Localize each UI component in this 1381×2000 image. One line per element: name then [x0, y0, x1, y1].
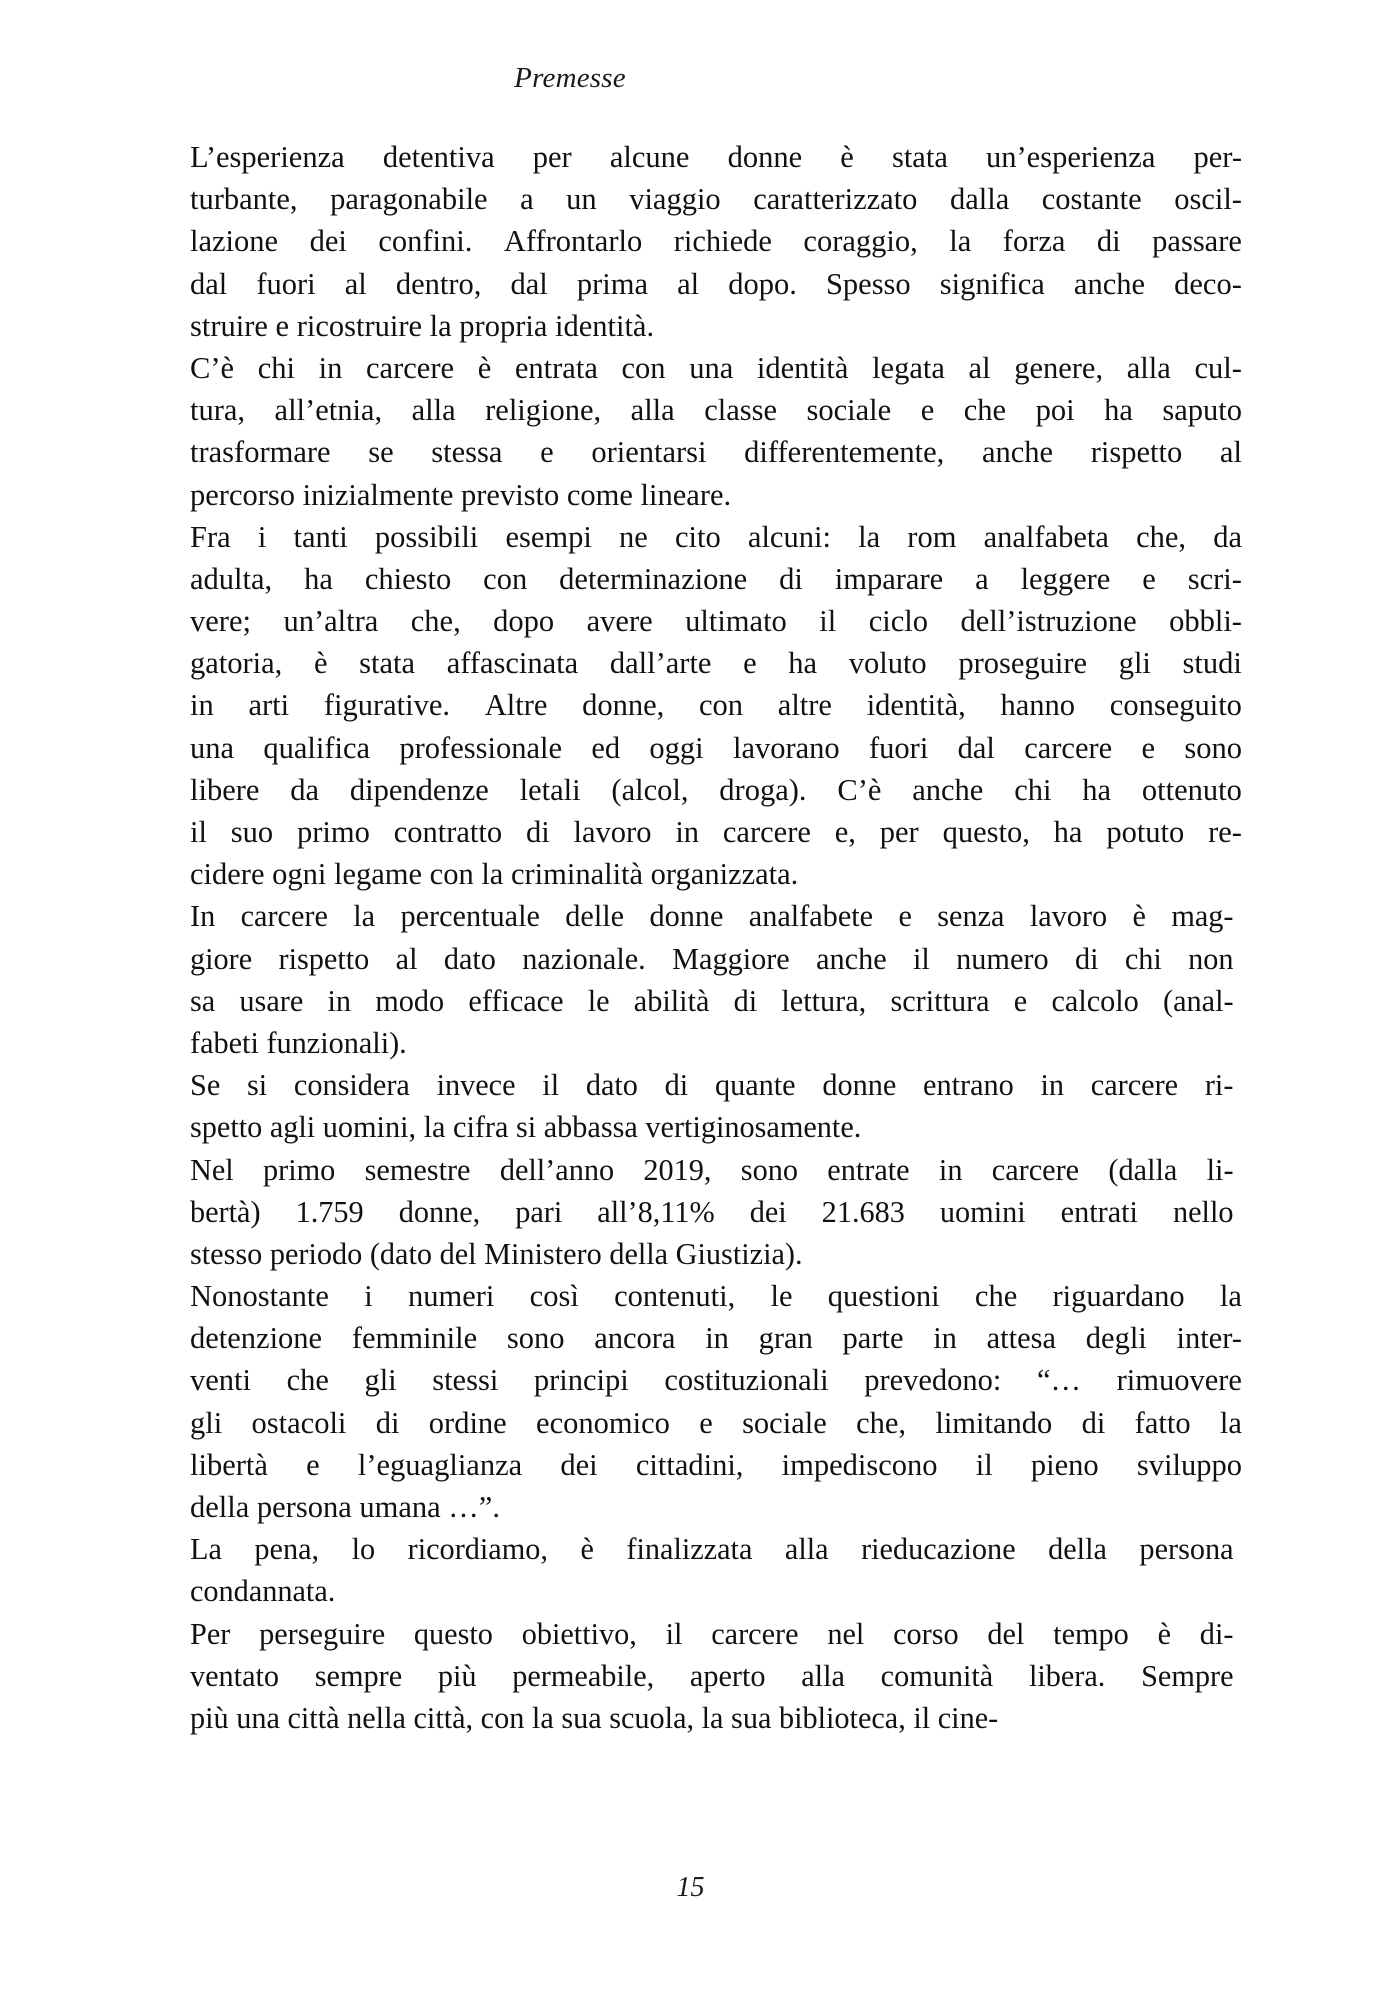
paragraph: [190, 1064, 1242, 1148]
text-line: Fra i tanti possibili esempi ne cito alcuni: la rom analfabeta che, da: [190, 519, 1242, 554]
text-line: dal fuori al dentro, dal prima al dopo. Spesso significa anche deco-: [190, 266, 1242, 301]
paragraph: [190, 516, 1242, 896]
text-line: sa usare in modo efficace le abilità di lettura, scrittura e calcolo (anal-: [190, 983, 1234, 1018]
text-line: tura, all’etnia, alla religione, alla classe sociale e che poi ha saputo: [190, 393, 1242, 428]
text-line: fabeti funzionali).: [190, 1025, 407, 1060]
text-line: libere da dipendenze letali (alcol, droga). C’è anche chi ha ottenuto: [190, 772, 1242, 807]
text-line: gatoria, è stata affascinata dall’arte e ha voluto proseguire gli studi: [190, 646, 1242, 681]
text-line: L’esperienza detentiva per alcune donne è stata un’esperienza per-: [190, 140, 1242, 174]
text-line: stesso periodo (dato del Ministero della Giustizia).: [190, 1236, 803, 1271]
paragraph: [190, 347, 1242, 516]
text-line: il suo primo contratto di lavoro in carcere e, per questo, ha potuto re-: [190, 815, 1242, 849]
text-line: spetto agli uomini, la cifra si abbassa vertiginosamente.: [190, 1110, 862, 1145]
text-line: gli ostacoli di ordine economico e sociale che, limitando di fatto la: [190, 1405, 1242, 1440]
text-line: turbante, paragonabile a un viaggio caratterizzato dalla costante oscil-: [190, 182, 1242, 217]
text-line: lazione dei confini. Affrontarlo richiede coraggio, la forza di passare: [190, 224, 1242, 259]
text-line: della persona umana …”.: [190, 1490, 500, 1524]
text-line: condannata.: [190, 1574, 336, 1609]
text-line: percorso inizialmente previsto come lineare.: [190, 477, 732, 512]
text-line: vere; un’altra che, dopo avere ultimato il ciclo dell’istruzione obbli-: [190, 604, 1242, 639]
text-line: trasformare se stessa e orientarsi differentemente, anche rispetto al: [190, 435, 1242, 470]
text-line: Per perseguire questo obiettivo, il carcere nel corso del tempo è di-: [190, 1616, 1234, 1651]
body-text-block: [190, 136, 1242, 1739]
text-line: Se si considera invece il dato di quante donne entrano in carcere ri-: [190, 1068, 1234, 1103]
page-number: 15: [676, 1872, 705, 1903]
text-line: più una città nella città, con la sua scuola, la sua biblioteca, il cine-: [190, 1700, 999, 1735]
text-line: Nel primo semestre dell’anno 2019, sono entrate in carcere (dalla li-: [190, 1152, 1234, 1187]
text-line: una qualifica professionale ed oggi lavorano fuori dal carcere e sono: [190, 730, 1242, 765]
text-line: bertà) 1.759 donne, pari all’8,11% dei 21.683 uomini entrati nello: [190, 1194, 1234, 1229]
text-line: venti che gli stessi principi costituzionali prevedono: “… rimuovere: [190, 1363, 1242, 1398]
paragraph: [190, 895, 1242, 1064]
text-line: cidere ogni legame con la criminalità organizzata.: [190, 857, 799, 892]
text-line: detenzione femminile sono ancora in gran parte in attesa degli inter-: [190, 1321, 1242, 1356]
paragraph: [190, 1275, 1242, 1528]
text-line: giore rispetto al dato nazionale. Maggiore anche il numero di chi non: [190, 941, 1234, 976]
text-line: Nonostante i numeri così contenuti, le questioni che riguardano la: [190, 1279, 1242, 1314]
paragraph: [190, 1528, 1242, 1612]
paragraph: [190, 1149, 1242, 1276]
text-line: adulta, ha chiesto con determinazione di imparare a leggere e scri-: [190, 561, 1242, 596]
text-line: libertà e l’eguaglianza dei cittadini, impediscono il pieno sviluppo: [190, 1447, 1242, 1482]
text-line: La pena, lo ricordiamo, è finalizzata alla rieducazione della persona: [190, 1532, 1234, 1567]
text-line: struire e ricostruire la propria identità.: [190, 308, 655, 343]
text-line: ventato sempre più permeabile, aperto alla comunità libera. Sempre: [190, 1658, 1234, 1693]
paragraph: [190, 1613, 1242, 1740]
text-line: in arti figurative. Altre donne, con altre identità, hanno conseguito: [190, 688, 1242, 723]
text-line: In carcere la percentuale delle donne analfabete e senza lavoro è mag-: [190, 899, 1234, 934]
paragraph: [190, 136, 1242, 347]
text-line: C’è chi in carcere è entrata con una identità legata al genere, alla cul-: [190, 350, 1242, 385]
running-head: Premesse: [514, 62, 626, 94]
